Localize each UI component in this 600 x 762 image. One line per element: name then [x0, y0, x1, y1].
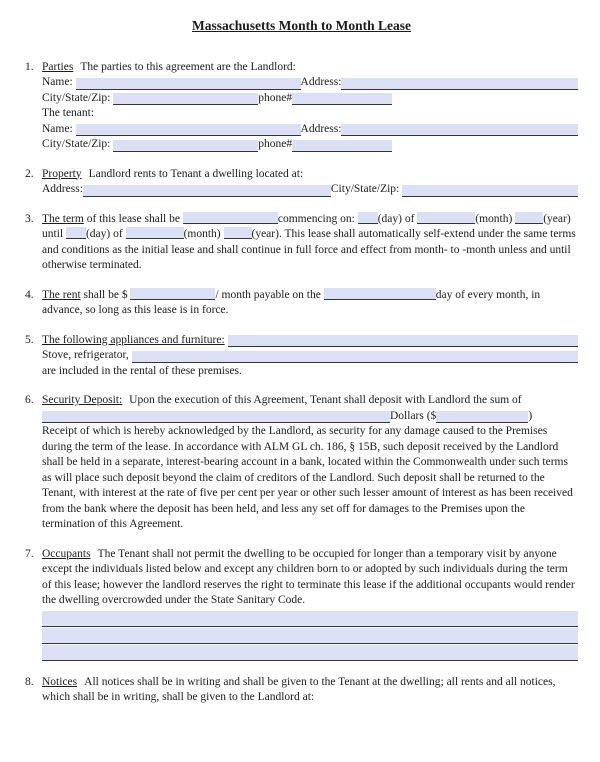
landlord-address-label: Address:: [300, 76, 342, 88]
deposit-heading: Security Deposit:: [42, 394, 123, 406]
deposit-body-text: Receipt of which is hereby acknowledged by the Landlord, as security for any damage caused to the Premises during the term of the lease. In accordance with ALM GL ch. 186, § 15B, such deposit received by the Landlord shall be held in a separate, interest-bearing account in a bank, located within the Commonwealth under such terms as will place such deposit beyond the claim of creditors of the Landlord. Such deposit shall be returned to the Tenant, with interest at the rate of five per cent per year or other such lesser amount of interest as has been received from the bank where the deposit has been held, and less any set off for damages to the Premises upon the termination of this Agreement.: [42, 425, 573, 530]
property-csz-label: City/State/Zip:: [330, 183, 400, 195]
commence-month-field[interactable]: [417, 212, 475, 224]
property-city-state-zip-field[interactable]: [402, 185, 578, 197]
term-text-1: of this lease shall be: [86, 212, 180, 225]
rent-heading: The rent: [42, 288, 81, 301]
appliances-included-text: are included in the rental of these premises.: [42, 364, 242, 377]
rent-text-1: shall be $: [83, 288, 128, 301]
tenant-phone-label: phone#: [258, 138, 293, 150]
deposit-heading-line: [42, 393, 578, 409]
occupants-field-line-3[interactable]: [42, 645, 578, 661]
until-month-field[interactable]: [126, 227, 184, 239]
commence-year-label: (year): [543, 212, 571, 225]
section-number: 3.: [25, 212, 34, 225]
until-month-label: (month): [183, 228, 221, 240]
tenant-name-label: Name:: [42, 122, 73, 135]
deposit-dollars-label: Dollars ($: [390, 409, 437, 422]
section-notices-content: [42, 675, 578, 706]
until-day-field[interactable]: [66, 227, 86, 239]
until-year-label: (year).: [251, 228, 282, 240]
section-rent: [25, 288, 578, 319]
section-appliances-content: [42, 333, 578, 380]
section-number: 2.: [25, 167, 34, 180]
term-text-3: This lease shall automatically self-extend under the same terms and conditions as the initial lease and shall continue in full force and effect from month- to -month unless and until otherwise terminated.: [42, 228, 576, 271]
section-appliances: [25, 333, 578, 380]
section-number: 1.: [25, 60, 34, 73]
rent-text-3: day of every month, in advance, so long as this lease is in force.: [42, 288, 541, 316]
property-intro: Landlord rents to Tenant a dwelling located at:: [88, 167, 304, 180]
section-occupants: [25, 547, 578, 661]
landlord-name-label: Name:: [42, 76, 73, 88]
until-day-label: (day) of: [85, 228, 123, 240]
rent-amount-field[interactable]: [130, 288, 215, 300]
section-property: [25, 167, 578, 198]
appliances-field-line-2[interactable]: [132, 351, 578, 363]
parties-heading-line: [42, 60, 578, 76]
notices-heading: Notices: [42, 675, 78, 688]
appliances-text: Stove, refrigerator,: [42, 349, 129, 361]
property-heading: Property: [42, 167, 82, 180]
tenant-name-field[interactable]: [76, 124, 301, 136]
appliances-heading-row: [42, 333, 578, 349]
occupants-body-text: The Tenant shall not permit the dwelling to be occupied for longer than a temporary visit by anyone except the individuals listed below and except any children born to or adopted by such individuals during the term of this lease; however the landlord reserves the right to terminate this lease if the additional occupants would render the dwelling overcrowded under the State Sanitary Code.: [42, 547, 575, 606]
section-parties-content: [42, 60, 578, 153]
tenant-csz-label: City/State/Zip:: [42, 138, 111, 150]
landlord-name-field[interactable]: [76, 78, 301, 90]
section-number: 6.: [25, 394, 34, 406]
occupants-paragraph: [42, 547, 578, 609]
landlord-csz-row: [42, 91, 578, 107]
section-occupants-content: [42, 547, 578, 661]
commence-day-label: (day) of: [377, 212, 415, 225]
tenant-csz-row: [42, 137, 578, 153]
commence-year-field[interactable]: [515, 212, 543, 224]
appliances-heading: The following appliances and furniture:: [42, 333, 225, 346]
property-address-label: Address:: [42, 183, 83, 195]
section-parties: [25, 60, 578, 153]
landlord-csz-label: City/State/Zip:: [42, 91, 111, 104]
landlord-phone-label: phone#: [258, 91, 293, 104]
parties-heading: Parties: [42, 60, 74, 73]
appliances-list-row: [42, 348, 578, 364]
tenant-phone-field[interactable]: [292, 140, 392, 152]
tenant-city-state-zip-field[interactable]: [113, 140, 258, 152]
notices-body-text: All notices shall be in writing and shall be given to the Tenant at the dwelling; all rents and all notices, which shall be in writing, shall be given to the Landlord at:: [42, 675, 556, 703]
tenant-intro-line: The tenant:: [42, 107, 95, 119]
rent-due-day-field[interactable]: [324, 288, 436, 300]
section-number: 8.: [25, 675, 34, 688]
section-number: 7.: [25, 547, 34, 560]
deposit-amount-row: [42, 409, 578, 425]
section-security-deposit-content: [42, 393, 578, 533]
section-notices: [25, 675, 578, 706]
term-heading: The term: [42, 212, 84, 225]
appliances-field-line-1[interactable]: [228, 335, 578, 347]
section-number: 5.: [25, 333, 34, 346]
section-term: [25, 212, 578, 274]
tenant-address-field[interactable]: [341, 124, 578, 136]
document-title: Massachusetts Month to Month Lease: [192, 18, 411, 33]
landlord-phone-field[interactable]: [292, 93, 392, 105]
tenant-address-label: Address:: [300, 122, 342, 135]
section-term-content: [42, 212, 578, 274]
deposit-intro: Upon the execution of this Agreement, Tenant shall deposit with Landlord the sum of: [129, 394, 522, 406]
parties-intro: The parties to this agreement are the Landlord:: [80, 60, 296, 73]
tenant-name-row: [42, 122, 578, 138]
section-security-deposit: [25, 393, 578, 533]
deposit-close-paren: ): [528, 409, 533, 422]
occupants-field-line-2[interactable]: [42, 628, 578, 644]
rent-text-2: / month payable on the: [215, 288, 321, 301]
property-address-row: [42, 182, 578, 198]
section-number: 4.: [25, 288, 34, 301]
commence-month-label: (month): [475, 212, 513, 225]
occupants-heading: Occupants: [42, 547, 91, 560]
deposit-amount-words-field[interactable]: [42, 411, 390, 423]
until-year-field[interactable]: [224, 227, 252, 239]
landlord-name-row: [42, 75, 578, 91]
landlord-address-field[interactable]: [341, 78, 578, 90]
deposit-amount-number-field[interactable]: [436, 411, 528, 423]
commence-day-field[interactable]: [358, 212, 378, 224]
landlord-city-state-zip-field[interactable]: [113, 93, 258, 105]
property-address-field[interactable]: [83, 185, 331, 197]
term-length-field[interactable]: [183, 212, 278, 224]
property-heading-line: [42, 167, 578, 183]
term-until-text: until: [42, 228, 64, 240]
occupants-field-line-1[interactable]: [42, 611, 578, 627]
section-property-content: [42, 167, 578, 198]
section-rent-content: [42, 288, 578, 319]
term-text-2: commencing on:: [277, 212, 355, 225]
